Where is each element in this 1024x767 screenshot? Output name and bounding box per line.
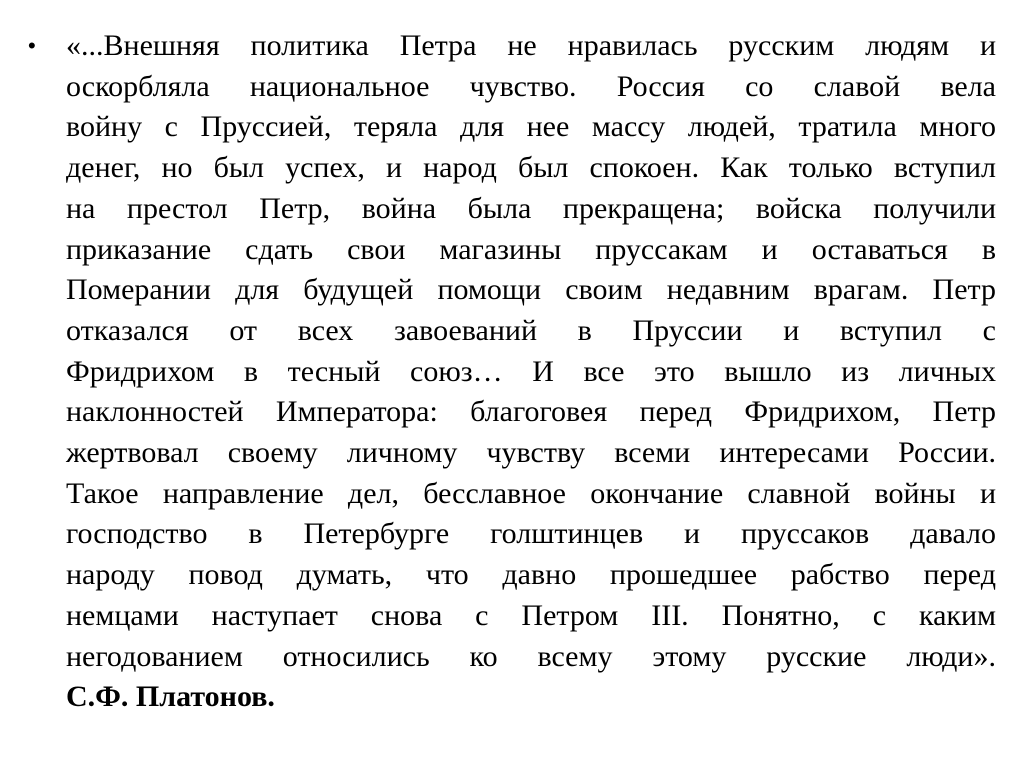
quote-line: Померании для будущей помощи своим недавним врагам. Петр bbox=[66, 273, 996, 307]
quote-line: войну с Пруссией, теряла для нее массу людей, тратила много bbox=[66, 110, 996, 144]
quote-line: «...Внешняя политика Петра не нравилась русским людям и bbox=[66, 29, 996, 62]
quote-line: приказание сдать свои магазины пруссакам и оставаться в bbox=[66, 232, 996, 266]
quote-line: оскорбляла национальное чувство. Россия со славой вела bbox=[66, 69, 996, 103]
quote-line: немцами наступает снова с Петром III. Понятно, с каким bbox=[66, 598, 996, 632]
quote-line: наклонностей Императора: благоговея перед Фридрихом, Петр bbox=[66, 395, 996, 429]
quote-line: негодованием относились ко всему этому русские люди». bbox=[66, 639, 996, 673]
quote-line: отказался от всех завоеваний в Пруссии и вступил с bbox=[66, 313, 996, 347]
quote-line: народу повод думать, что давно прошедшее рабство перед bbox=[66, 558, 996, 592]
bullet-item-quote bbox=[28, 26, 998, 718]
quote-text bbox=[66, 26, 996, 718]
quote-line: на престол Петр, война была прекращена; войска получили bbox=[66, 191, 996, 225]
quote-line: жертвовал своему личному чувству всеми интересами России. bbox=[66, 436, 996, 470]
quote-line: господство в Петербурге голштинцев и пруссаков давало bbox=[66, 517, 996, 551]
quote-line: денег, но был успех, и народ был спокоен. Как только вступил bbox=[66, 151, 996, 185]
bullet-icon: • bbox=[28, 33, 36, 58]
quote-line: Такое направление дел, бесславное окончание славной войны и bbox=[66, 476, 996, 510]
quote-author: С.Ф. Платонов. bbox=[66, 680, 275, 714]
quote-line: Фридрихом в тесный союз… И все это вышло из личных bbox=[66, 354, 996, 388]
